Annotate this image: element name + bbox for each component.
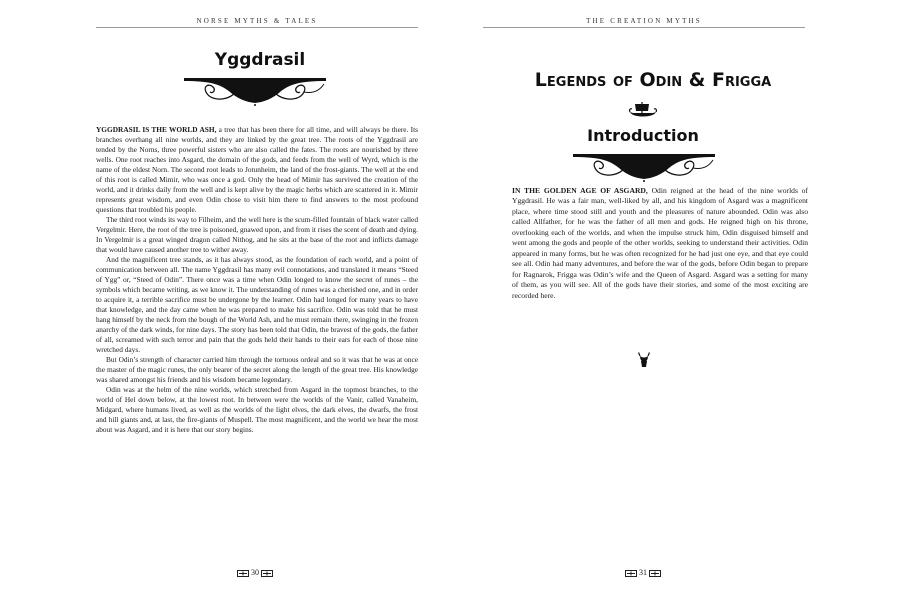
page-number-left-value: 30 (251, 568, 259, 577)
viking-ship-icon (629, 101, 657, 121)
paragraph-1-text: a tree that has been there for all time, and will always be there. Its branches overhang all nine worlds, and they are linked by the great tree. The roots of the Yggdrasil are tended by the Norns, three powerful sisters who are also called the fates. The roots are nourished by three wells. One root reaches into Asgard, the domain of the gods, and feeds from the well of Wyrd, which is the name of the eldest Norn. The second root leads to Jotunheim, the land of the frost-giants. The well at the end of this root is called Mimir, who was once a god. Only the head of Mimir has survived the creation of the world, and it drinks daily from the well and is kept alive by the magic herbs which are scattered in it. Mimir represents great wisdom, and even Odin chose to visit him there to find answers to the most profound questions that troubled his people. (96, 125, 418, 215)
paragraph-3: And the magnificent tree stands, as it has always stood, as the foundation of each world, and a point of communication between all. The name Yggdrasil has many evil connotations, and translated it means “Steed of Ygg” or, “Steed of Odin”. There once was a time when Odin longed to know the secret of runes – the symbols which became writing, as we know it. The understanding of runes was a cherished one, and in order to acquire it, a terrible sacrifice must be undergone by the learner. Odin had longed for many years to have that knowledge, and the day came when he was prepared to make his sacrifice. Odin was told that he must hang himself by the neck from the bough of the World Ash, and he must remain there, swinging in the frozen anarchy of the dark winds, for nine days. The story has been told that Odin, the bravest of the gods, the father of all, screamed with such terror and pain that the gods held their hands to their ears for each of those nine wretched days. (96, 255, 418, 355)
knot-ornament-icon (649, 570, 661, 577)
lead-in: YGGDRASIL IS THE WORLD ASH, (96, 125, 217, 134)
paragraph-1 (512, 186, 808, 301)
paragraph-4: But Odin’s strength of character carried him through the tortuous ordeal and so it was that he was at once the master of the magic runes, the only bearer of the secret along the length of the great tree. His knowledge was shared amongst his friends and his wisdom became legendary. (96, 355, 418, 385)
body-text-yggdrasil (96, 125, 418, 435)
chapter-title: Legends of Odin & Frigga (534, 69, 772, 91)
section-title-yggdrasil: Yggdrasil (214, 50, 306, 70)
paragraph-1-text: Odin reigned at the head of the nine worlds of Yggdrasil. He was a fair man, well-liked by all, and his kingdom of Asgard was a magnificent place, where time stood still and youth and the pleasures of nature abounded. Odin was also called Allfather, for he was the father of all men and gods. He reigned high on his throne, overlooking each of the worlds, and when the impulse struck him, Odin disguised himself and went among the gods and people of the other worlds, seeking to understand their activities. Odin appeared in many forms, but he was often recognized for he had just one eye, and that eye could see all. Odin had many adventures, and before the war of the gods, before Odin began to prepare for Ragnarok, Frigga was Odin’s wife and the Queen of Asgard. Asgard was a setting for many of them, as you will see. All of the gods have their stories, and some of the most exciting are recorded here. (512, 186, 808, 300)
flourish-ornament-icon (569, 148, 719, 182)
knot-ornament-icon (261, 570, 273, 577)
paragraph-2: The third root winds its way to Filheim, and the well here is the scum-filled fountain of black water called Vergelmir. Here, the root of the tree is poisoned, gnawed upon, and from it rises the scent of death and dying. In Vergelmir is a great winged dragon called Nithog, and he sits at the base of the root and inflicts damage that would have caused another tree to wither away. (96, 215, 418, 255)
running-head-right: THE CREATION MYTHS (483, 15, 805, 28)
paragraph-1 (96, 125, 418, 215)
page-number-left (225, 568, 285, 578)
page-number-right-value: 31 (639, 568, 647, 577)
lead-in: IN THE GOLDEN AGE OF ASGARD, (512, 186, 648, 195)
viking-helmet-icon (638, 352, 650, 368)
knot-ornament-icon (237, 570, 249, 577)
right-page (450, 0, 900, 600)
page-number-right (613, 568, 673, 578)
flourish-ornament-icon (180, 72, 330, 106)
body-text-introduction (512, 186, 808, 301)
knot-ornament-icon (625, 570, 637, 577)
running-head-left: NORSE MYTHS & TALES (96, 15, 418, 28)
paragraph-5: Odin was at the helm of the nine worlds, which stretched from Asgard in the topmost branches, to the world of Hel down below, at the lowest root. In between were the worlds of the Vanir, called Vanaheim, Midgard, where humans lived, as well as the worlds of the light elves, the dark elves, the dwarfs, the frost and hill giants and, at last, the fire-giants of Muspell. The most magnificent, and the world we hear the most about was Asgard, and it is here that our story begins. (96, 385, 418, 435)
section-title-introduction: Introduction (587, 126, 699, 145)
